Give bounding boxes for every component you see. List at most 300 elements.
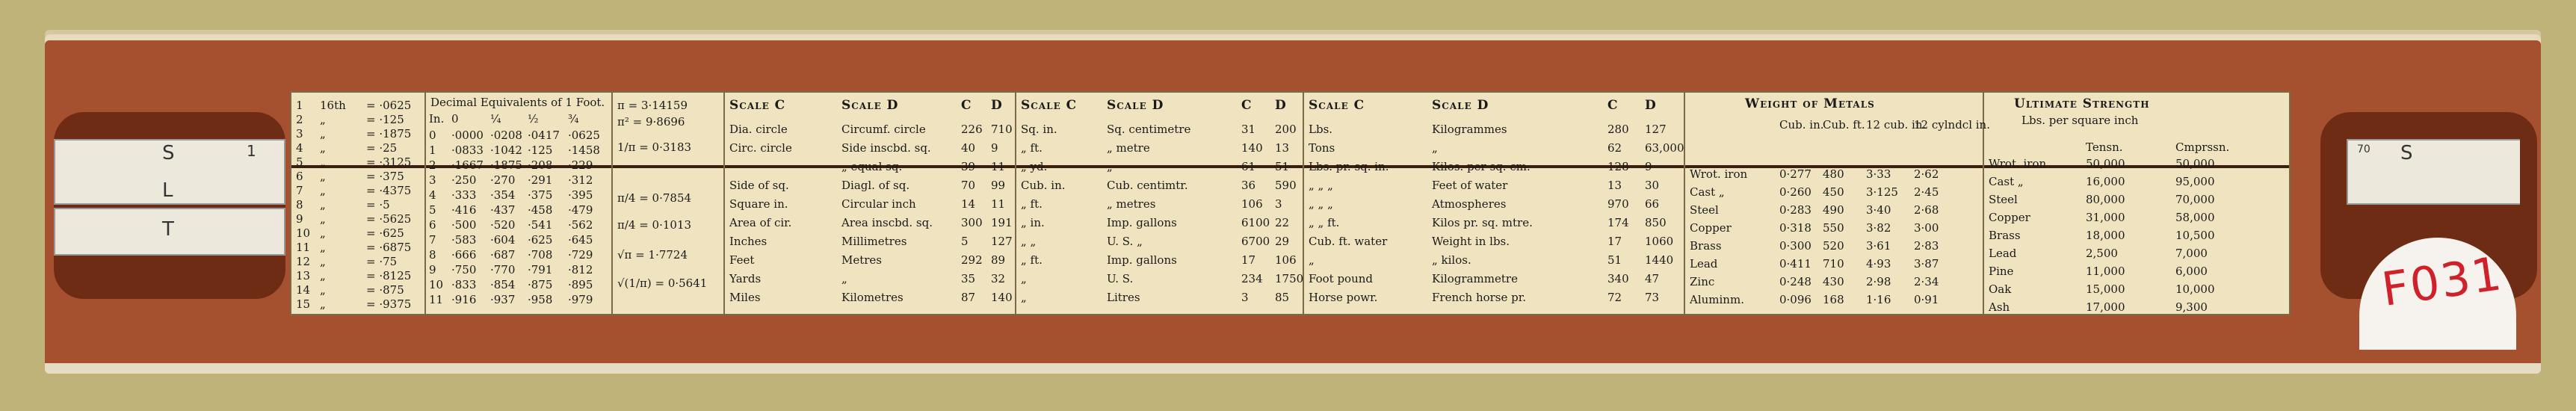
conversion-table-1-cell: 226 (961, 123, 983, 136)
metals-cell: 0·096 (1779, 293, 1811, 306)
right-slide-end[interactable] (2347, 139, 2520, 205)
conversion-table-1-cell: 5 (961, 235, 969, 248)
metals-cell: 0·277 (1779, 167, 1811, 181)
metals-cell: 710 (1823, 257, 1844, 271)
conversion-table-2-cell: Sq. centimetre (1107, 123, 1191, 136)
conversion-table-1-header: Scale D (841, 98, 899, 113)
fraction-value: = ·5 (366, 198, 390, 211)
decimal-header: 0 (451, 112, 459, 126)
conversion-table-1-cell: 300 (961, 216, 983, 229)
strength-cell: 9,300 (2175, 300, 2208, 314)
conversion-table-1-cell: Kilometres (841, 291, 904, 304)
metals-cell: 168 (1823, 293, 1844, 306)
fraction-unit: „ (320, 226, 326, 240)
strength-cell: Lead (1989, 247, 2017, 260)
decimal-cell: ·916 (451, 293, 477, 306)
conversion-table-3-header: Scale C (1309, 98, 1365, 113)
decimal-cell: ·437 (490, 203, 516, 217)
conversion-table-1-cell: 292 (961, 253, 983, 267)
decimal-cell: ·750 (451, 263, 477, 276)
fraction-index: 5 (296, 155, 303, 169)
conversion-table-3-cell: 970 (1607, 197, 1629, 211)
conversion-table-3-cell: Foot pound (1309, 272, 1374, 285)
conversion-table-2-cell: 6700 (1241, 235, 1270, 248)
decimal-cell: ·312 (568, 173, 593, 187)
metals-cell: 0·300 (1779, 239, 1811, 253)
strength-cell: 31,000 (2086, 211, 2125, 224)
decimal-cell: 9 (429, 263, 436, 276)
conversion-table-3-cell: Kilogrammes (1432, 123, 1507, 136)
decimal-cell: ·729 (568, 248, 593, 262)
decimal-cell: ·1458 (568, 143, 600, 157)
conversion-table-3-cell: 174 (1607, 216, 1629, 229)
metals-cell: 450 (1823, 185, 1844, 199)
conversion-table-2-cell: 6100 (1241, 216, 1270, 229)
metals-cell: 3·40 (1866, 203, 1891, 217)
metals-header: Cub. ft. (1823, 118, 1865, 132)
conversion-table-3-cell: 13 (1607, 179, 1622, 192)
fraction-index: 14 (296, 283, 311, 297)
metals-cell: 1·16 (1866, 293, 1891, 306)
decimal-equivalents-column (426, 93, 613, 314)
metals-cell: 430 (1823, 275, 1844, 288)
conversion-table-2-cell: 234 (1241, 272, 1263, 285)
fraction-value: = ·1875 (366, 127, 412, 140)
weight-of-metals-column (1685, 93, 1990, 314)
constants-column (613, 93, 725, 314)
conversion-table-3-cell: Kilos pr. sq. mtre. (1432, 216, 1533, 229)
conversion-table-3-header: C (1607, 98, 1619, 113)
conversion-table-3-cell: 340 (1607, 272, 1629, 285)
metals-cell: 3·125 (1866, 185, 1898, 199)
decimal-cell: ·0833 (451, 143, 484, 157)
strength-cell: 15,000 (2086, 282, 2125, 296)
fraction-unit: „ (320, 297, 326, 311)
conversion-table-1-cell: 11 (991, 160, 1006, 173)
conversion-table-3-cell: Feet of water (1432, 179, 1508, 192)
metals-title: Weight of Metals (1745, 96, 1875, 111)
conversion-table-2-cell: „ „ (1021, 235, 1037, 248)
conversion-table-2-cell: U. S. (1107, 272, 1134, 285)
ultimate-strength-column (1984, 93, 2291, 314)
conversion-table-3-cell: Cub. ft. water (1309, 235, 1388, 248)
conversion-table-2 (1016, 93, 1304, 314)
metals-cell: 3·33 (1866, 167, 1891, 181)
scale-number: 1 (247, 142, 256, 160)
scale-t-letter: T (162, 218, 174, 241)
decimal-cell: ·0208 (490, 129, 522, 142)
decimal-cell: ·270 (490, 173, 516, 187)
fraction-value: = ·8125 (366, 269, 412, 282)
conversion-table-1-cell: Metres (841, 253, 883, 267)
conversion-table-1 (725, 93, 1016, 314)
conversion-table-1-cell: 32 (991, 272, 1006, 285)
decimal-cell: ·458 (528, 203, 553, 217)
fraction-unit: „ (320, 283, 326, 297)
conversion-table-2-cell: „ ft. (1021, 141, 1043, 155)
decimal-cell: ·416 (451, 203, 477, 217)
decimal-cell: ·625 (528, 233, 553, 247)
decimal-cell: ·583 (451, 233, 477, 247)
conversion-table-1-header: C (961, 98, 972, 113)
decimal-header: In. (429, 112, 445, 126)
decimal-cell: 11 (429, 293, 444, 306)
decimal-cell: ·229 (568, 158, 593, 172)
conversion-table-2-cell: 31 (1241, 123, 1256, 136)
rule-bottom-edge (45, 363, 2541, 374)
conversion-table-2-cell: 590 (1275, 179, 1297, 192)
conversion-table-2-cell: 36 (1241, 179, 1256, 192)
conversion-table-1-cell: Diagl. of sq. (841, 179, 910, 192)
decimal-cell: ·562 (568, 218, 593, 232)
metals-cell: 3·61 (1866, 239, 1891, 253)
conversion-table-1-cell: Millimetres (841, 235, 907, 248)
strength-cell: 95,000 (2175, 175, 2215, 188)
metals-cell: Copper (1690, 221, 1732, 235)
metals-cell: 2·62 (1914, 167, 1939, 181)
decimal-cell: ·250 (451, 173, 477, 187)
decimal-title: Decimal Equivalents of 1 Foot. (430, 96, 605, 109)
fraction-value: = ·0625 (366, 99, 412, 112)
scale-s-letter: S (162, 142, 175, 164)
conversion-table-3-cell: Atmospheres (1432, 197, 1507, 211)
fraction-value: = ·4375 (366, 184, 412, 197)
decimal-cell: ·645 (568, 233, 593, 247)
decimal-cell: ·833 (451, 278, 477, 291)
fraction-value: = ·9375 (366, 297, 412, 311)
decimal-cell: ·770 (490, 263, 516, 276)
decimal-cell: ·875 (528, 278, 553, 291)
strength-cell: Copper (1989, 211, 2030, 224)
decimal-cell: ·812 (568, 263, 593, 276)
decimal-cell: ·1875 (490, 158, 522, 172)
conversion-table-3-cell: „ (1309, 253, 1315, 267)
conversion-table-3 (1304, 93, 1685, 314)
strength-cell: 80,000 (2086, 193, 2125, 206)
metals-cell: Steel (1690, 203, 1719, 217)
metals-header: Cub. in. (1779, 118, 1824, 132)
conversion-table-3-header: D (1645, 98, 1657, 113)
strength-cell: 58,000 (2175, 211, 2215, 224)
decimal-cell: ·708 (528, 248, 553, 262)
conversion-table-3-cell: 9 (1645, 160, 1652, 173)
decimal-cell: ·354 (490, 188, 516, 202)
conversion-table-2-cell: 29 (1275, 235, 1290, 248)
conversion-table-3-cell: 127 (1645, 123, 1667, 136)
conversion-table-2-header: Scale D (1107, 98, 1164, 113)
decimal-cell: ·937 (490, 293, 516, 306)
metals-cell: 2·45 (1914, 185, 1939, 199)
decimal-cell: ·541 (528, 218, 553, 232)
decimal-cell: ·666 (451, 248, 477, 262)
conversion-table-1-cell: 191 (991, 216, 1013, 229)
conversion-table-2-cell: „ (1021, 291, 1027, 304)
conversion-table-2-cell: 13 (1275, 141, 1290, 155)
conversion-table-3-cell: 128 (1607, 160, 1629, 173)
metals-cell: 0·91 (1914, 293, 1939, 306)
scale-s-letter-right: S (2400, 142, 2413, 164)
left-slide-end-lower[interactable] (54, 208, 285, 256)
conversion-table-1-cell: 9 (991, 141, 998, 155)
decimal-cell: ·604 (490, 233, 516, 247)
metals-cell: 0·411 (1779, 257, 1811, 271)
strength-cell: Brass (1989, 229, 2021, 242)
metals-cell: 0·318 (1779, 221, 1811, 235)
conversion-table-3-cell: Lbs. pr. sq. in. (1309, 160, 1389, 173)
decimal-cell: 4 (429, 188, 436, 202)
strength-cell: 2,500 (2086, 247, 2118, 260)
metals-cell: 3·00 (1914, 221, 1939, 235)
metals-cell: 0·248 (1779, 275, 1811, 288)
metals-cell: 4·93 (1866, 257, 1891, 271)
conversion-table-2-cell: 22 (1275, 216, 1290, 229)
metals-cell: 3·87 (1914, 257, 1939, 271)
fraction-index: 4 (296, 141, 303, 155)
fraction-index: 9 (296, 212, 303, 226)
strength-cell: Wrot. iron (1989, 157, 2047, 170)
conversion-table-2-cell: Cub. in. (1021, 179, 1066, 192)
conversion-table-3-cell: Kilos. per sq. cm. (1432, 160, 1531, 173)
conversion-table-1-cell: 39 (961, 160, 976, 173)
decimal-cell: 8 (429, 248, 436, 262)
fraction-index: 8 (296, 198, 303, 211)
constant-value: 1/π = 0·3183 (617, 140, 692, 154)
data-table-card (290, 91, 2291, 315)
conversion-table-2-cell: 106 (1241, 197, 1263, 211)
conversion-table-3-cell: 47 (1645, 272, 1660, 285)
metals-cell: Wrot. iron (1690, 167, 1748, 181)
metals-header: 12 cylndcl in. (1914, 118, 1990, 132)
conversion-table-2-cell: 106 (1275, 253, 1297, 267)
conversion-table-3-cell: „ kilos. (1432, 253, 1471, 267)
conversion-table-2-cell: Cub. centimtr. (1107, 179, 1188, 192)
decimal-cell: ·0417 (528, 129, 560, 142)
strength-header: Cmprssn. (2175, 140, 2230, 154)
metals-cell: Brass (1690, 239, 1722, 253)
fraction-value: = ·5625 (366, 212, 412, 226)
conversion-table-3-header: Scale D (1432, 98, 1489, 113)
conversion-table-3-cell: 62 (1607, 141, 1622, 155)
conversion-table-2-cell: 61 (1241, 160, 1256, 173)
strength-cell: Ash (1989, 300, 2010, 314)
fraction-index: 11 (296, 241, 311, 254)
fraction-index: 12 (296, 255, 311, 268)
conversion-table-3-cell: 1060 (1645, 235, 1674, 248)
metals-cell: 2·68 (1914, 203, 1939, 217)
fraction-value: = ·625 (366, 226, 404, 240)
decimal-cell: 6 (429, 218, 436, 232)
fraction-index: 2 (296, 113, 303, 126)
conversion-table-3-cell: 72 (1607, 291, 1622, 304)
decimal-header: ½ (528, 112, 539, 126)
conversion-table-1-cell: Side inscbd. sq. (841, 141, 931, 155)
strength-cell: 70,000 (2175, 193, 2215, 206)
metals-cell: Lead (1690, 257, 1718, 271)
conversion-table-2-cell: 51 (1275, 160, 1290, 173)
decimal-header: ¾ (568, 112, 579, 126)
conversion-table-1-cell: Area inscbd. sq. (841, 216, 933, 229)
strength-header: Tensn. (2086, 140, 2123, 154)
decimal-cell: 2 (429, 158, 436, 172)
decimal-cell: ·958 (528, 293, 553, 306)
metals-cell: 0·260 (1779, 185, 1811, 199)
conversion-table-2-cell: Imp. gallons (1107, 216, 1177, 229)
conversion-table-3-cell: 1440 (1645, 253, 1674, 267)
conversion-table-3-cell: „ „ „ (1309, 179, 1333, 192)
fraction-index: 10 (296, 226, 311, 240)
decimal-cell: ·687 (490, 248, 516, 262)
fraction-unit: „ (320, 255, 326, 268)
decimal-cell: ·895 (568, 278, 593, 291)
constant-value: π/4 = 0·7854 (617, 191, 692, 205)
fraction-unit: 16th (320, 99, 346, 112)
conversion-table-1-cell: 70 (961, 179, 976, 192)
conversion-table-3-cell: „ (1432, 141, 1438, 155)
conversion-table-1-cell: Dia. circle (729, 123, 788, 136)
fraction-unit: „ (320, 155, 326, 169)
strength-cell: 11,000 (2086, 265, 2125, 278)
fraction-unit: „ (320, 141, 326, 155)
decimal-cell: 5 (429, 203, 436, 217)
conversion-table-2-cell: 200 (1275, 123, 1297, 136)
scale-l-letter: L (162, 179, 173, 202)
conversion-table-2-cell: 17 (1241, 253, 1256, 267)
conversion-table-1-cell: Area of cir. (729, 216, 792, 229)
conversion-table-2-cell: „ in. (1021, 216, 1045, 229)
strength-cell: Steel (1989, 193, 2018, 206)
metals-header: 12 cub. in. (1866, 118, 1927, 132)
fraction-unit: „ (320, 269, 326, 282)
decimal-cell: ·0000 (451, 129, 484, 142)
fraction-value: = ·6875 (366, 241, 412, 254)
decimal-cell: ·291 (528, 173, 553, 187)
strength-cell: 6,000 (2175, 265, 2208, 278)
decimal-cell: ·125 (528, 143, 553, 157)
conversion-table-3-cell: Weight in lbs. (1432, 235, 1510, 248)
decimal-cell: ·520 (490, 218, 516, 232)
conversion-table-3-cell: 66 (1645, 197, 1660, 211)
decimal-cell: ·791 (528, 263, 553, 276)
decimal-cell: 10 (429, 278, 444, 291)
fraction-index: 6 (296, 170, 303, 183)
strength-subtitle: Lbs. per square inch (2021, 114, 2139, 127)
conversion-table-2-cell: „ metre (1107, 141, 1150, 155)
strength-title: Ultimate Strength (2014, 96, 2150, 111)
decimal-cell: ·479 (568, 203, 593, 217)
strength-cell: 16,000 (2086, 175, 2125, 188)
conversion-table-3-cell: Lbs. (1309, 123, 1333, 136)
conversion-table-1-cell: „ (841, 272, 847, 285)
decimal-cell: ·854 (490, 278, 516, 291)
inventory-label-text: F031 (2378, 246, 2506, 317)
strength-cell: Cast „ (1989, 175, 2024, 188)
fraction-unit: „ (320, 212, 326, 226)
left-slide-end[interactable] (54, 139, 285, 205)
conversion-table-3-cell: 850 (1645, 216, 1667, 229)
decimal-cell: ·333 (451, 188, 477, 202)
fraction-unit: „ (320, 170, 326, 183)
conversion-table-1-cell: „ equal sq. (841, 160, 903, 173)
fractions-column (291, 93, 426, 314)
conversion-table-2-cell: „ metres (1107, 197, 1156, 211)
conversion-table-1-cell: 87 (961, 291, 976, 304)
conversion-table-3-cell: „ „ ft. (1309, 216, 1340, 229)
strength-cell: 7,000 (2175, 247, 2208, 260)
strength-cell: 10,500 (2175, 229, 2215, 242)
constant-value: √π = 1·7724 (617, 248, 688, 262)
conversion-table-3-cell: 51 (1607, 253, 1622, 267)
decimal-cell: ·1042 (490, 143, 522, 157)
decimal-cell: ·375 (528, 188, 553, 202)
fraction-value: = ·25 (366, 141, 398, 155)
metals-cell: Cast „ (1690, 185, 1725, 199)
fraction-unit: „ (320, 241, 326, 254)
constant-value: √(1/π) = 0·5641 (617, 276, 708, 290)
conversion-table-1-header: D (991, 98, 1003, 113)
conversion-table-2-header: Scale C (1021, 98, 1078, 113)
decimal-cell: 1 (429, 143, 436, 157)
conversion-table-1-cell: 11 (991, 197, 1006, 211)
conversion-table-1-cell: 40 (961, 141, 976, 155)
conversion-table-1-cell: Side of sq. (729, 179, 789, 192)
conversion-table-3-cell: 73 (1645, 291, 1660, 304)
constant-value: π = 3·14159 (617, 99, 688, 112)
metals-cell: 2·98 (1866, 275, 1891, 288)
metals-cell: Zinc (1690, 275, 1715, 288)
metals-cell: 480 (1823, 167, 1844, 181)
conversion-table-1-cell: 35 (961, 272, 976, 285)
fraction-value: = ·875 (366, 283, 404, 297)
fraction-index: 3 (296, 127, 303, 140)
conversion-table-3-cell: Horse powr. (1309, 291, 1378, 304)
conversion-table-1-cell: Yards (729, 272, 762, 285)
metals-cell: 520 (1823, 239, 1844, 253)
conversion-table-2-cell: 85 (1275, 291, 1290, 304)
conversion-table-2-cell: Imp. gallons (1107, 253, 1177, 267)
strength-cell: 10,000 (2175, 282, 2215, 296)
fraction-index: 1 (296, 99, 303, 112)
conversion-table-2-cell: „ (1021, 272, 1027, 285)
decimal-cell: 0 (429, 129, 436, 142)
fraction-index: 15 (296, 297, 311, 311)
fraction-index: 7 (296, 184, 303, 197)
conversion-table-1-cell: 710 (991, 123, 1013, 136)
fraction-unit: „ (320, 184, 326, 197)
metals-cell: 490 (1823, 203, 1844, 217)
fraction-unit: „ (320, 198, 326, 211)
conversion-table-1-cell: Square in. (729, 197, 788, 211)
fraction-unit: „ (320, 113, 326, 126)
conversion-table-3-cell: 17 (1607, 235, 1622, 248)
conversion-table-2-cell: Litres (1107, 291, 1140, 304)
strength-cell: 50,000 (2086, 157, 2125, 170)
conversion-table-1-cell: Miles (729, 291, 761, 304)
conversion-table-2-cell: 3 (1275, 197, 1282, 211)
metals-cell: Aluminm. (1690, 293, 1744, 306)
conversion-table-1-cell: 140 (991, 291, 1013, 304)
constant-value: π/4 = 0·1013 (617, 218, 692, 232)
conversion-table-2-cell: Sq. in. (1021, 123, 1057, 136)
conversion-table-1-cell: Circular inch (841, 197, 916, 211)
conversion-table-2-cell: „ ft. (1021, 197, 1043, 211)
conversion-table-3-cell: 30 (1645, 179, 1660, 192)
strength-cell: 17,000 (2086, 300, 2125, 314)
conversion-table-2-cell: „ (1107, 160, 1113, 173)
decimal-cell: ·1667 (451, 158, 484, 172)
metals-cell: 3·82 (1866, 221, 1891, 235)
decimal-cell: ·500 (451, 218, 477, 232)
strength-cell: 50,000 (2175, 157, 2215, 170)
